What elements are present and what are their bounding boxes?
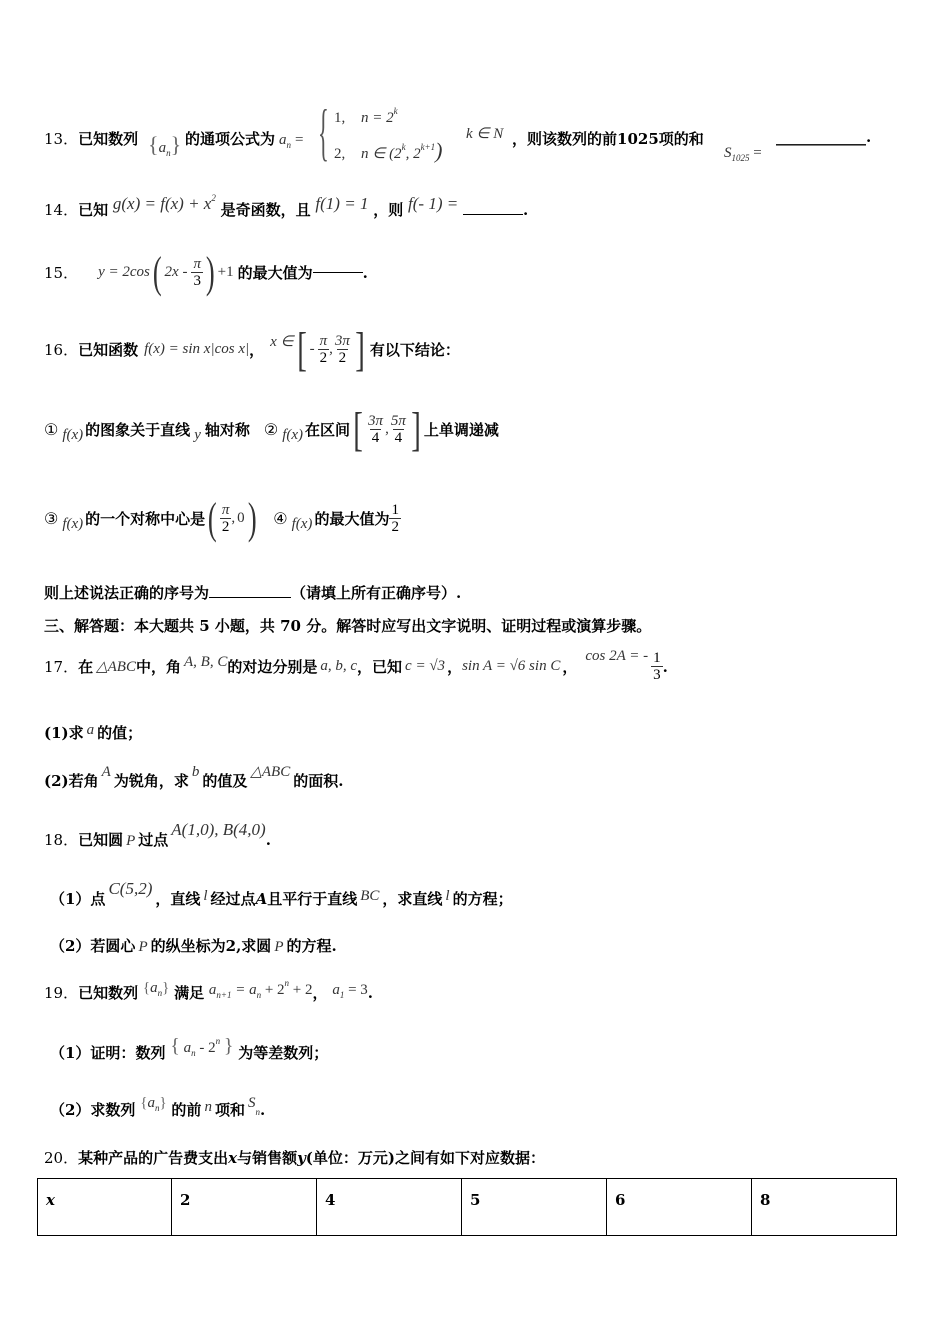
- q16-c3-paren-right: ): [247, 493, 257, 543]
- q13-text3-wrap: ，则该数列的前1025项的和: [512, 130, 704, 148]
- table-cell: 4: [316, 1179, 461, 1236]
- question-14: 14．已知 $g(x) = f(x) + x^2$ 是奇函数，且 f(1) = 1 ，则 f(- 1) = .: [44, 193, 529, 219]
- q16-c3-paren-left: (: [208, 493, 217, 543]
- question-20: 20．某种产品的广告费支出x与销售额y(单位：万元)之间有如下对应数据：: [44, 1149, 545, 1167]
- q16-c2-interval-right: ]: [411, 402, 421, 456]
- q19-recurrence: $a_{n+1} = a_n + 2^n + 2$: [208, 978, 313, 1000]
- q19-seq-symbol: $\{a_n\}$: [142, 980, 170, 998]
- q16-interval-left: [: [296, 322, 307, 376]
- q17-part-2: (2)若角 A 为锐角，求 b 的值及 △ABC 的面积.: [44, 764, 344, 790]
- q16-number: 16．: [44, 341, 79, 359]
- q13-text1: 已知数列: [78, 130, 139, 148]
- q13-text2-wrap: 的通项公式为 $a_n$ =: [185, 130, 304, 150]
- q19-part-2: （2）求数列 $\{a_n\}$ 的前 n 项和 $S_n$.: [50, 1095, 266, 1119]
- q16-conclusions-3-4: ③ f(x) 的一个对称中心是 ( $\frac{\pi}{2}$ , 0 ) ④ f(x) 的最大值为 $\frac{1}{2}$: [44, 493, 399, 543]
- question-17: 17． 在 △ABC 中，角 A, B, C 的对边分别是 a, b, c ，已知 c = √3 ， sin A = √6 sin C ， cos 2A = - $\frac{1}{3}$ .: [44, 648, 668, 683]
- q14-expr3: f(- 1) =: [408, 194, 459, 213]
- q18-part-2: （2）若圆心 P 的纵坐标为2,求圆 P 的方程.: [50, 937, 337, 955]
- q15-answer-blank: [313, 272, 363, 273]
- q13-case-2: 2, n ∈ (2$^k$, $2^{k+1}$): [334, 138, 443, 163]
- q20-number: 20．: [44, 1149, 79, 1167]
- table-cell: 5: [461, 1179, 606, 1236]
- q16-frac-neg-pi-2: $\frac{\pi}{2}$: [319, 333, 328, 366]
- q15-expr: y = 2cos: [98, 264, 150, 280]
- q15-number: 15．: [44, 264, 79, 282]
- q16-frac-3pi-4: $\frac{3\pi}{4}$: [368, 413, 384, 446]
- q13-case-brace: {: [318, 96, 329, 167]
- q16-frac-pi-2: $\frac{\pi}{2}$: [221, 502, 230, 535]
- q13-answer-blank: ____________.: [776, 128, 872, 146]
- q13-text2: 的通项公式为: [185, 130, 276, 148]
- q17-number: 17．: [44, 658, 79, 676]
- q16-conclusions-1-2: ① f(x) 的图象关于直线 y 轴对称 ② f(x) 在区间 [ $\frac{3\pi}{4}$ , $\frac{5\pi}{4}$ ] 上单调递减: [44, 402, 499, 456]
- table-cell: x: [38, 1179, 172, 1236]
- q13-case-1: 1, $n = 2^k$: [334, 106, 398, 126]
- q15-paren-right: ): [205, 247, 215, 297]
- table-row: [38, 1179, 897, 1236]
- q19-initial: $a_1 = 3$: [332, 982, 368, 1000]
- q17-frac-1-3: $\frac{1}{3}$: [653, 650, 661, 683]
- q16-frac-1-2: $\frac{1}{2}$: [391, 502, 399, 535]
- q19-number: 19．: [44, 984, 79, 1002]
- q16-interval-right: ]: [355, 322, 365, 376]
- q14-expr1: g(x) = f(x) + x: [112, 194, 212, 213]
- q18-part-1: （1）点C(5,2)，直线 l 经过点A且平行于直线 BC ，求直线 l 的方程；: [50, 879, 513, 908]
- q16-frac-5pi-4: $\frac{5\pi}{4}$: [390, 413, 406, 446]
- q13-sequence-symbol: $\{a_n\}$: [148, 132, 182, 158]
- q16-answer-blank: [209, 597, 291, 598]
- q16-question: 则上述说法正确的序号为 （请填上所有正确序号）.: [44, 584, 462, 602]
- q13-number: 13．: [44, 130, 79, 148]
- question-19: 19．已知数列 $\{a_n\}$ 满足 $a_{n+1} = a_n + 2^n + 2$， $a_1 = 3$.: [44, 978, 374, 1002]
- question-18: 18．已知圆 P 过点A(1,0), B(4,0).: [44, 820, 271, 849]
- q18-number: 18．: [44, 831, 79, 849]
- q20-data-table: [37, 1178, 897, 1236]
- q16-function: f(x) = sin x|cos x|: [144, 341, 250, 357]
- q14-answer-blank: [463, 214, 523, 215]
- q14-number: 14．: [44, 201, 79, 219]
- q14-expr2: f(1) = 1: [315, 194, 369, 213]
- q15-paren-left: (: [152, 247, 162, 297]
- q13-sum-symbol: $S_{1025}$ =: [724, 145, 762, 163]
- q16-frac-3pi-2: $\frac{3\pi}{2}$: [334, 333, 350, 366]
- q13-an: a: [279, 132, 287, 148]
- q16-c2-interval-left: [: [353, 402, 363, 456]
- table-cell: 8: [751, 1179, 896, 1236]
- q13-text3: ，则该数列的前: [512, 130, 618, 148]
- question-13: [44, 128, 138, 149]
- table-cell: 2: [171, 1179, 316, 1236]
- q15-fraction: $\frac{\pi}{3}$: [193, 256, 201, 289]
- q17-part-1: (1)求 a 的值；: [44, 722, 143, 742]
- q13-k-in-n: k ∈ N: [466, 126, 504, 142]
- q19-part-1: （1）证明：数列 { $a_n - 2^n$ } 为等差数列；: [50, 1035, 329, 1062]
- question-15: 15． y = 2cos ( 2x - $\frac{\pi}{3}$ ) +1 的最大值为 .: [44, 247, 368, 297]
- question-16: 16． 已知函数 f(x) = sin x|cos x| ， x ∈ [ - $\frac{\pi}{2}$ , $\frac{3\pi}{2}$ ] 有以下结论：: [44, 322, 460, 376]
- section-3-heading: 三、解答题：本大题共 5 小题，共 70 分。解答时应写出文字说明、证明过程或演算步骤。: [44, 617, 652, 635]
- table-cell: 6: [606, 1179, 751, 1236]
